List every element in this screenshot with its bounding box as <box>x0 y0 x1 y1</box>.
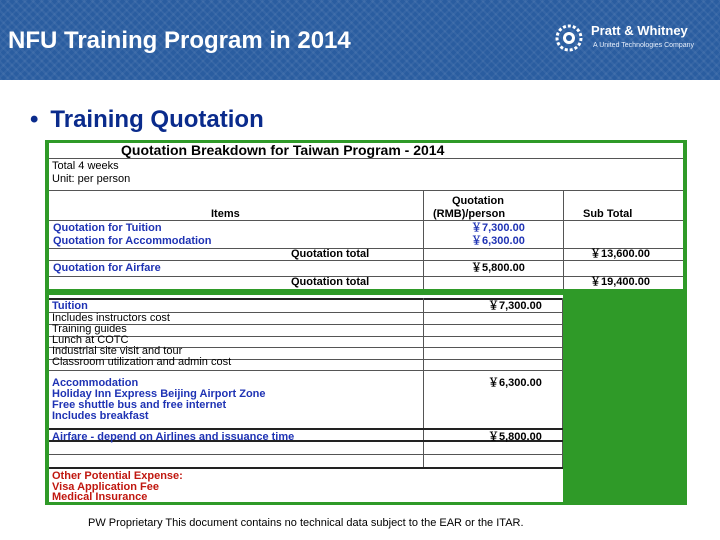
pw-eagle-icon <box>555 24 583 52</box>
tuition-item-5: Classroom utilization and admin cost <box>52 356 232 368</box>
tuition-item-4: Industrial site visit and tour <box>52 345 183 357</box>
bullet-heading <box>30 106 264 134</box>
tuition-summary-value: ￥7,300.00 <box>471 222 525 234</box>
logo-tagline: A United Technologies Company <box>593 42 695 49</box>
other-expense-heading: Other Potential Expense: <box>52 470 183 482</box>
other-expense-item-1: Visa Application Fee <box>52 481 159 493</box>
accommodation-heading: Accommodation <box>52 377 139 389</box>
accommodation-item-2: Free shuttle bus and free internet <box>52 399 227 411</box>
quotation-total-1-label: Quotation total <box>291 248 370 260</box>
unit-label: Unit: per person <box>52 173 131 185</box>
col-subtotal: Sub Total <box>583 208 633 220</box>
accommodation-summary-value: ￥6,300.00 <box>471 235 525 247</box>
sheet-title: Quotation Breakdown for Taiwan Program - 2014 <box>121 142 445 158</box>
tuition-item-1: Includes instructors cost <box>52 312 170 324</box>
col-items: Items <box>211 208 240 220</box>
quotation-sheet <box>45 140 687 505</box>
logo-name: Pratt & Whitney <box>591 23 688 38</box>
quotation-total-2-label: Quotation total <box>291 276 370 288</box>
footer-disclaimer: PW Proprietary This document contains no technical data subject to the EAR or the ITAR. <box>88 517 524 529</box>
airfare-summary-value: ￥5,800.00 <box>471 262 525 274</box>
accommodation-detail-value: ￥6,300.00 <box>488 377 542 389</box>
col-quotation-line1: Quotation <box>452 195 504 207</box>
tuition-detail-value: ￥7,300.00 <box>488 300 542 312</box>
slide-title: NFU Training Program in 2014 <box>8 27 351 54</box>
bullet-symbol: • <box>30 106 39 133</box>
bullet-text: Training Quotation <box>50 106 264 133</box>
airfare-detail-value: ￥5,800.00 <box>488 431 542 443</box>
tuition-heading: Tuition <box>52 300 88 312</box>
col-quotation-line2: (RMB)/person <box>433 208 506 220</box>
accommodation-summary-label: Quotation for Accommodation <box>53 235 212 247</box>
total-weeks: Total 4 weeks <box>52 160 119 172</box>
quotation-total-1-value: ￥13,600.00 <box>590 248 650 260</box>
airfare-detail-label: Airfare - depend on Airlines and issuance time <box>52 431 295 443</box>
accommodation-item-1: Holiday Inn Express Beijing Airport Zone <box>52 388 266 400</box>
other-expense-item-2: Medical Insurance <box>52 491 148 503</box>
tuition-item-2: Training guides <box>52 323 127 335</box>
company-logo <box>555 22 715 56</box>
airfare-summary-label: Quotation for Airfare <box>53 262 161 274</box>
slide-header <box>0 0 720 80</box>
tuition-item-3: Lunch at COTC <box>52 334 129 346</box>
tuition-summary-label: Quotation for Tuition <box>53 222 162 234</box>
accommodation-item-3: Includes breakfast <box>52 410 149 422</box>
quotation-total-2-value: ￥19,400.00 <box>590 276 650 288</box>
